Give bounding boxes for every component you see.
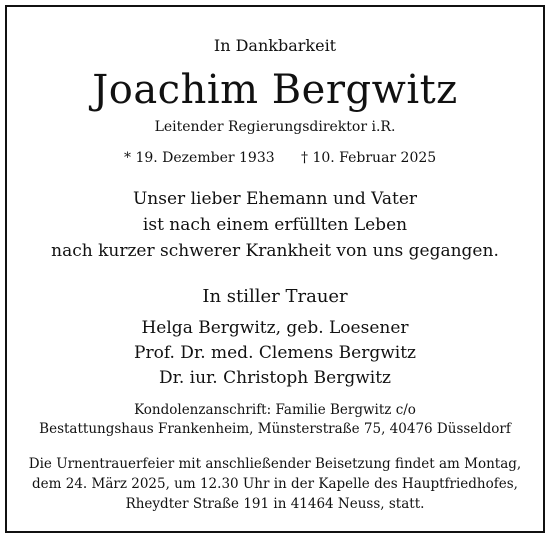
funeral-info-line: Die Urnentrauerfeier mit anschließender Beisetzung findet am Montag,	[28, 456, 522, 472]
life-dates	[0, 151, 550, 169]
death-date: † 10. Februar 2025	[301, 150, 437, 166]
mourner-name: Prof. Dr. med. Clemens Bergwitz	[134, 343, 416, 363]
intro-text: In Dankbarkeit	[213, 36, 337, 55]
funeral-info-line: Rheydter Straße 191 in 41464 Neuss, statt.	[125, 496, 425, 512]
birth-date: * 19. Dezember 1933	[124, 150, 275, 166]
deceased-name: Joachim Bergwitz	[92, 67, 458, 113]
message-line: ist nach einem erfüllten Leben	[142, 215, 408, 235]
message-line: Unser lieber Ehemann und Vater	[132, 189, 418, 209]
funeral-info-line: dem 24. März 2025, um 12.30 Uhr in der Kapelle des Hauptfriedhofes,	[32, 476, 518, 492]
mourning-heading: In stiller Trauer	[202, 286, 348, 307]
message-line: nach kurzer schwerer Krankheit von uns gegangen.	[51, 241, 499, 261]
condolence-address-line: Bestattungshaus Frankenheim, Münsterstraße 75, 40476 Düsseldorf	[39, 421, 511, 437]
mourner-name: Dr. iur. Christoph Bergwitz	[158, 368, 392, 388]
deceased-title: Leitender Regierungsdirektor i.R.	[154, 119, 396, 135]
mourner-name: Helga Bergwitz, geb. Loesener	[141, 318, 409, 338]
condolence-address-line: Kondolenzanschrift: Familie Bergwitz c/o	[134, 402, 416, 418]
